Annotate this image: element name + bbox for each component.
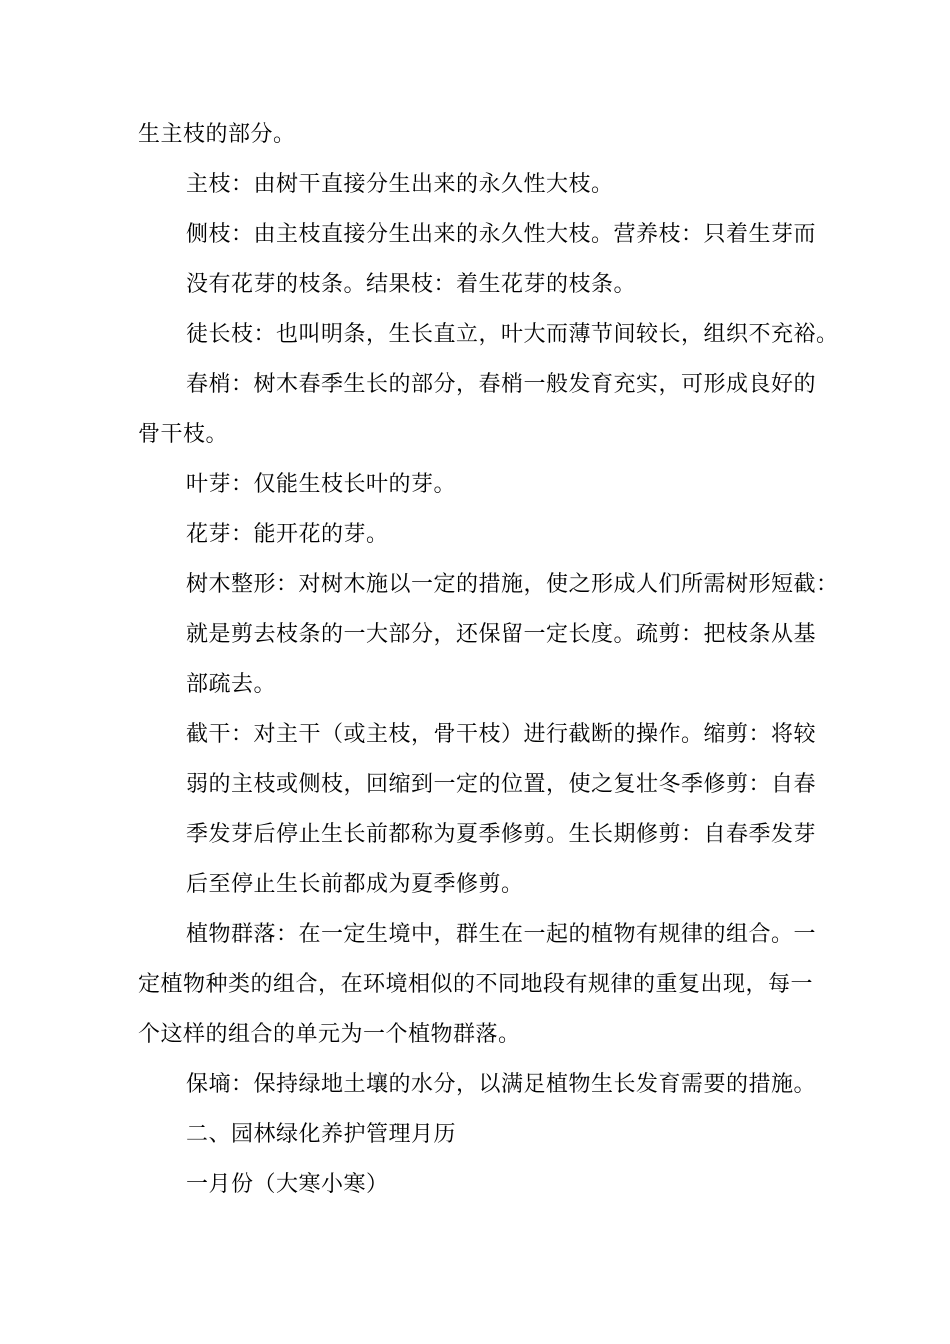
text-line: 个这样的组合的单元为一个植物群落。 [138, 1022, 521, 1047]
text-line: 骨干枝。 [138, 422, 229, 447]
text-line: 生主枝的部分。 [138, 122, 296, 147]
text-line: 季发芽后停止生长前都称为夏季修剪。生长期修剪：自春季发芽 [186, 822, 817, 847]
text-line: 后至停止生长前都成为夏季修剪。 [186, 872, 524, 897]
text-line: 花芽：能开花的芽。 [186, 522, 389, 547]
subsection-heading: 一月份（大寒小寒） [186, 1172, 389, 1197]
section-heading: 二、园林绿化养护管理月历 [186, 1122, 457, 1147]
text-line: 截干：对主干（或主枝，骨干枝）进行截断的操作。缩剪：将较 [186, 722, 817, 747]
text-line: 弱的主枝或侧枝，回缩到一定的位置，使之复壮冬季修剪：自春 [186, 772, 817, 797]
text-line: 保墒：保持绿地土壤的水分，以满足植物生长发育需要的措施。 [186, 1072, 817, 1097]
text-line: 春梢：树木春季生长的部分，春梢一般发育充实，可形成良好的 [186, 372, 817, 397]
text-line: 主枝：由树干直接分生出来的永久性大枝。 [186, 172, 614, 197]
text-line: 树木整形：对树木施以一定的措施，使之形成人们所需树形短截： [186, 572, 839, 597]
text-line: 就是剪去枝条的一大部分，还保留一定长度。疏剪：把枝条从基 [186, 622, 817, 647]
text-line: 植物群落：在一定生境中，群生在一起的植物有规律的组合。一 [186, 922, 817, 947]
text-line: 部疏去。 [186, 672, 277, 697]
text-line: 徒长枝：也叫明条，生长直立，叶大而薄节间较长，组织不充裕。 [186, 322, 839, 347]
text-line: 定植物种类的组合，在环境相似的不同地段有规律的重复出现，每一 [138, 972, 814, 997]
text-line: 叶芽：仅能生枝长叶的芽。 [186, 472, 457, 497]
text-line: 没有花芽的枝条。结果枝：着生花芽的枝条。 [186, 272, 637, 297]
text-line: 侧枝：由主枝直接分生出来的永久性大枝。营养枝：只着生芽而 [186, 222, 817, 247]
